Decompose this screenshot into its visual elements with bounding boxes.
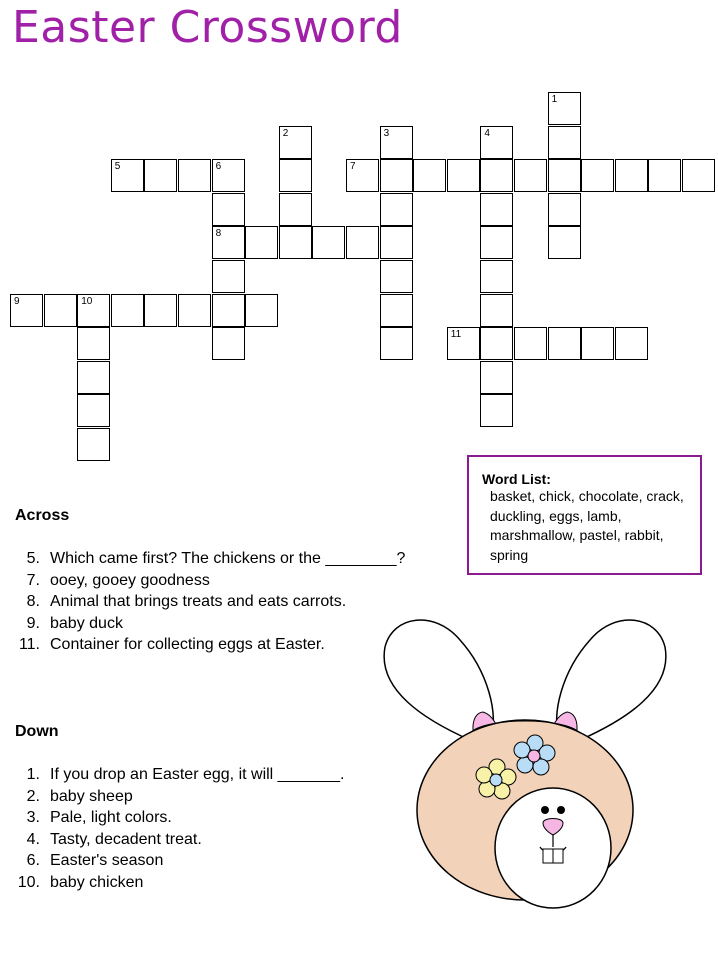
bunny-muzzle [495, 788, 611, 908]
crossword-cell[interactable] [144, 294, 177, 327]
crossword-cell[interactable] [548, 327, 581, 360]
cell-number: 6 [215, 161, 222, 173]
crossword-cell[interactable] [480, 361, 513, 394]
crossword-cell[interactable] [548, 226, 581, 259]
page-title: Easter Crossword [12, 2, 403, 53]
clue-number: 2. [26, 787, 40, 805]
clue-text: baby chicken [50, 873, 144, 891]
bunny-eye-left [541, 806, 549, 814]
cell-number: 1 [551, 94, 558, 105]
crossword-cell[interactable] [480, 327, 513, 360]
clue-text: baby duck [50, 614, 123, 632]
bunny-ear-left [384, 620, 500, 740]
crossword-cell[interactable] [144, 159, 177, 192]
crossword-cell[interactable] [581, 327, 614, 360]
crossword-cell[interactable] [312, 226, 345, 259]
crossword-cell[interactable] [480, 226, 513, 259]
crossword-cell[interactable] [480, 193, 513, 226]
crossword-cell[interactable] [380, 226, 413, 259]
crossword-cell[interactable] [77, 394, 110, 427]
crossword-cell[interactable] [279, 159, 312, 192]
crossword-grid [0, 0, 718, 470]
crossword-cell[interactable] [380, 260, 413, 293]
cell-number: 10 [81, 295, 93, 307]
crossword-cell[interactable] [111, 294, 144, 327]
crossword-cell[interactable] [212, 260, 245, 293]
clue-number: 8. [26, 593, 40, 611]
crossword-cell[interactable] [548, 126, 581, 159]
clue-down-3 [10, 807, 344, 829]
clue-number: 6. [26, 852, 40, 870]
clue-number: 4. [26, 830, 40, 848]
crossword-cell[interactable] [279, 193, 312, 226]
crossword-cell[interactable] [480, 394, 513, 427]
clue-number: 1. [26, 766, 40, 783]
crossword-cell[interactable] [212, 159, 245, 192]
cell-number: 5 [114, 161, 121, 173]
crossword-cell[interactable] [77, 327, 110, 360]
cell-number: 3 [383, 127, 390, 139]
crossword-cell[interactable] [581, 159, 614, 192]
crossword-cell[interactable] [480, 159, 513, 192]
crossword-cell[interactable] [279, 226, 312, 259]
cell-number: 8 [215, 228, 222, 240]
across-clues [10, 548, 405, 656]
clue-text: Container for collecting eggs at Easter. [50, 636, 325, 654]
cell-number: 7 [350, 161, 356, 173]
bunny-eye-right [557, 806, 565, 814]
word-list-box [467, 455, 702, 575]
clue-across-7 [10, 570, 405, 592]
across-heading: Across [15, 507, 70, 524]
crossword-cell[interactable] [77, 428, 110, 461]
crossword-cell[interactable] [380, 159, 413, 192]
crossword-cell[interactable] [615, 159, 648, 192]
clue-across-11 [10, 634, 405, 656]
cell-number: 2 [282, 127, 289, 139]
clue-down-6 [10, 850, 344, 872]
clue-number: 10. [17, 873, 40, 891]
clue-number: 9. [26, 614, 40, 632]
crossword-cell[interactable] [413, 159, 446, 192]
crossword-cell[interactable] [548, 159, 581, 192]
crossword-cell[interactable] [279, 126, 312, 159]
crossword-cell[interactable] [346, 159, 379, 192]
clue-text: Which came first? The chickens or the ________? [50, 550, 406, 567]
crossword-cell[interactable] [212, 327, 245, 360]
cell-number: 9 [14, 295, 20, 307]
clue-number: 7. [26, 571, 40, 589]
clue-number: 5. [26, 550, 40, 567]
crossword-cell[interactable] [111, 159, 144, 192]
clue-text: Animal that brings treats and eats carrots. [50, 593, 347, 611]
cell-number: 4 [484, 127, 490, 139]
word-list-heading: Word List: [482, 471, 551, 487]
crossword-cell[interactable] [514, 327, 547, 360]
crossword-cell[interactable] [480, 294, 513, 327]
crossword-cell[interactable] [245, 294, 278, 327]
down-clues [10, 764, 344, 894]
clue-number: 3. [26, 809, 40, 827]
word-list-words: basket, chick, chocolate, crack, duckling, eggs, lamb, marshmallow, pastel, rabbit, spring [490, 488, 684, 563]
bunny-illustration [375, 615, 675, 915]
crossword-cell[interactable] [245, 226, 278, 259]
crossword-cell[interactable] [615, 327, 648, 360]
crossword-cell[interactable] [480, 126, 513, 159]
crossword-cell[interactable] [682, 159, 715, 192]
clue-across-8 [10, 591, 405, 613]
clue-across-9 [10, 613, 405, 635]
crossword-cell[interactable] [380, 193, 413, 226]
clue-text: Tasty, decadent treat. [50, 830, 202, 848]
clue-text: baby sheep [50, 787, 133, 805]
crossword-cell[interactable] [648, 159, 681, 192]
crossword-cell[interactable] [447, 327, 480, 360]
clue-text: Easter's season [50, 852, 164, 870]
clue-text: ooey, gooey goodness [50, 571, 210, 589]
crossword-cell[interactable] [548, 193, 581, 226]
crossword-cell[interactable] [10, 294, 43, 327]
crossword-cell[interactable] [212, 193, 245, 226]
crossword-cell[interactable] [77, 294, 110, 327]
clue-down-10 [10, 872, 344, 894]
clue-text: Pale, light colors. [50, 809, 172, 827]
crossword-cell[interactable] [212, 226, 245, 259]
crossword-cell[interactable] [380, 126, 413, 159]
crossword-cell[interactable] [44, 294, 77, 327]
clue-across-5 [10, 548, 405, 570]
crossword-cell[interactable] [77, 361, 110, 394]
crossword-cell[interactable] [346, 226, 379, 259]
crossword-cell[interactable] [548, 92, 581, 125]
crossword-cell[interactable] [380, 327, 413, 360]
clue-number: 11. [18, 636, 40, 654]
crossword-cell[interactable] [178, 294, 211, 327]
crossword-cell[interactable] [380, 294, 413, 327]
clue-down-2 [10, 786, 344, 808]
clue-text: If you drop an Easter egg, it will _______. [50, 766, 345, 783]
bunny-ear-right [550, 620, 666, 740]
crossword-cell[interactable] [480, 260, 513, 293]
clue-down-4 [10, 829, 344, 851]
cell-number: 11 [450, 329, 462, 341]
down-heading: Down [15, 723, 59, 740]
crossword-cell[interactable] [514, 159, 547, 192]
crossword-cell[interactable] [212, 294, 245, 327]
clue-down-1 [10, 764, 344, 786]
crossword-cell[interactable] [447, 159, 480, 192]
crossword-cell[interactable] [178, 159, 211, 192]
